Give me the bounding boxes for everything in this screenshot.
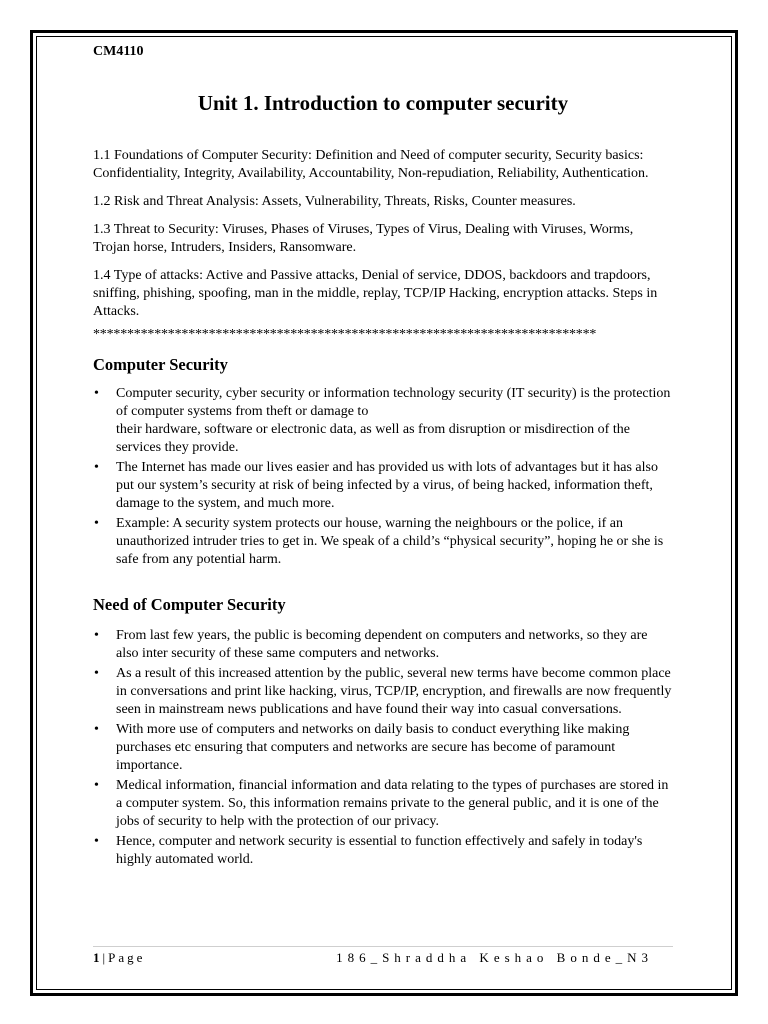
list-item bbox=[93, 665, 673, 719]
asterisk-separator: ************************************************************************** bbox=[93, 327, 597, 342]
list-item-text: From last few years, the public is becoming dependent on computers and networks, so they are also inter security of these same computers and networks. bbox=[116, 628, 648, 661]
bullet-icon: • bbox=[94, 778, 99, 793]
list-item-text: The Internet has made our lives easier and has provided us with lots of advantages but it has also put our system’s security at risk of being infected by a virus, of being hacked, information theft, damage to the system, and much more. bbox=[116, 460, 658, 511]
syllabus-item-1-1: 1.1 Foundations of Computer Security: Definition and Need of computer security, Security basics: Confidentiality, Integrity, Availability, Accountability, Non-repudiation, Reliability, Authentication. bbox=[93, 148, 649, 181]
list-item-text: Hence, computer and network security is essential to function effectively and safely in today's highly automated world. bbox=[116, 834, 643, 867]
bullet-icon: • bbox=[94, 666, 99, 681]
page-number: 1 bbox=[93, 950, 103, 965]
bullet-icon: • bbox=[94, 722, 99, 737]
list-item-text: Computer security, cyber security or information technology security (IT security) is the protection of computer systems from theft or damage to their hardware, software or electronic data, as well as from disruption or misdirection of the services they provide. bbox=[116, 386, 671, 455]
page-label: |Page bbox=[102, 950, 146, 965]
list-item bbox=[93, 721, 673, 775]
heading-need-of-computer-security: Need of Computer Security bbox=[93, 595, 286, 614]
page-footer bbox=[93, 946, 673, 965]
list-item-text: Example: A security system protects our house, warning the neighbours or the police, if an unauthorized intruder tries to get in. We speak of a child’s “physical security”, hoping he or she is safe from any potential harm. bbox=[116, 516, 664, 567]
need-of-security-list bbox=[93, 627, 673, 869]
course-code: CM4110 bbox=[93, 44, 144, 59]
list-item bbox=[93, 459, 673, 513]
page-title: Unit 1. Introduction to computer security bbox=[197, 91, 569, 115]
list-item bbox=[93, 385, 673, 457]
page-number-label bbox=[93, 949, 145, 967]
bullet-icon: • bbox=[94, 628, 99, 643]
syllabus-item-1-2: 1.2 Risk and Threat Analysis: Assets, Vulnerability, Threats, Risks, Counter measures. bbox=[93, 194, 576, 209]
syllabus-item-1-3: 1.3 Threat to Security: Viruses, Phases of Viruses, Types of Virus, Dealing with Viruses, Worms, Trojan horse, Intruders, Insiders, Ransomware. bbox=[93, 222, 634, 255]
list-item-text: As a result of this increased attention by the public, several new terms have become common place in conversations and print like hacking, virus, TCP/IP, encryption, and firewalls are now frequently seen in mainstream news publications and have found their way into casual conversations. bbox=[116, 666, 672, 717]
list-item bbox=[93, 833, 673, 869]
heading-computer-security: Computer Security bbox=[93, 355, 228, 374]
list-item bbox=[93, 627, 673, 663]
page-content bbox=[93, 40, 673, 871]
list-item bbox=[93, 777, 673, 831]
bullet-icon: • bbox=[94, 460, 99, 475]
bullet-icon: • bbox=[94, 516, 99, 531]
bullet-icon: • bbox=[94, 834, 99, 849]
computer-security-list bbox=[93, 385, 673, 569]
bullet-icon: • bbox=[94, 386, 99, 401]
list-item bbox=[93, 515, 673, 569]
syllabus-item-1-4: 1.4 Type of attacks: Active and Passive attacks, Denial of service, DDOS, backdoors and trapdoors, sniffing, phishing, spoofing, man in the middle, replay, TCP/IP Hacking, encryption attacks. Steps in Attacks. bbox=[93, 268, 658, 319]
list-item-text: Medical information, financial information and data relating to the types of purchases are stored in a computer system. So, this information remains private to the general public, and it is one of the jobs of security to help with the protection of our privacy. bbox=[116, 778, 669, 829]
list-item-text: With more use of computers and networks on daily basis to conduct everything like making purchases etc ensuring that computers and networks are secure has become of paramount importance. bbox=[116, 722, 630, 773]
footer-author: 186_Shraddha Keshao Bonde_N3 bbox=[336, 950, 653, 965]
